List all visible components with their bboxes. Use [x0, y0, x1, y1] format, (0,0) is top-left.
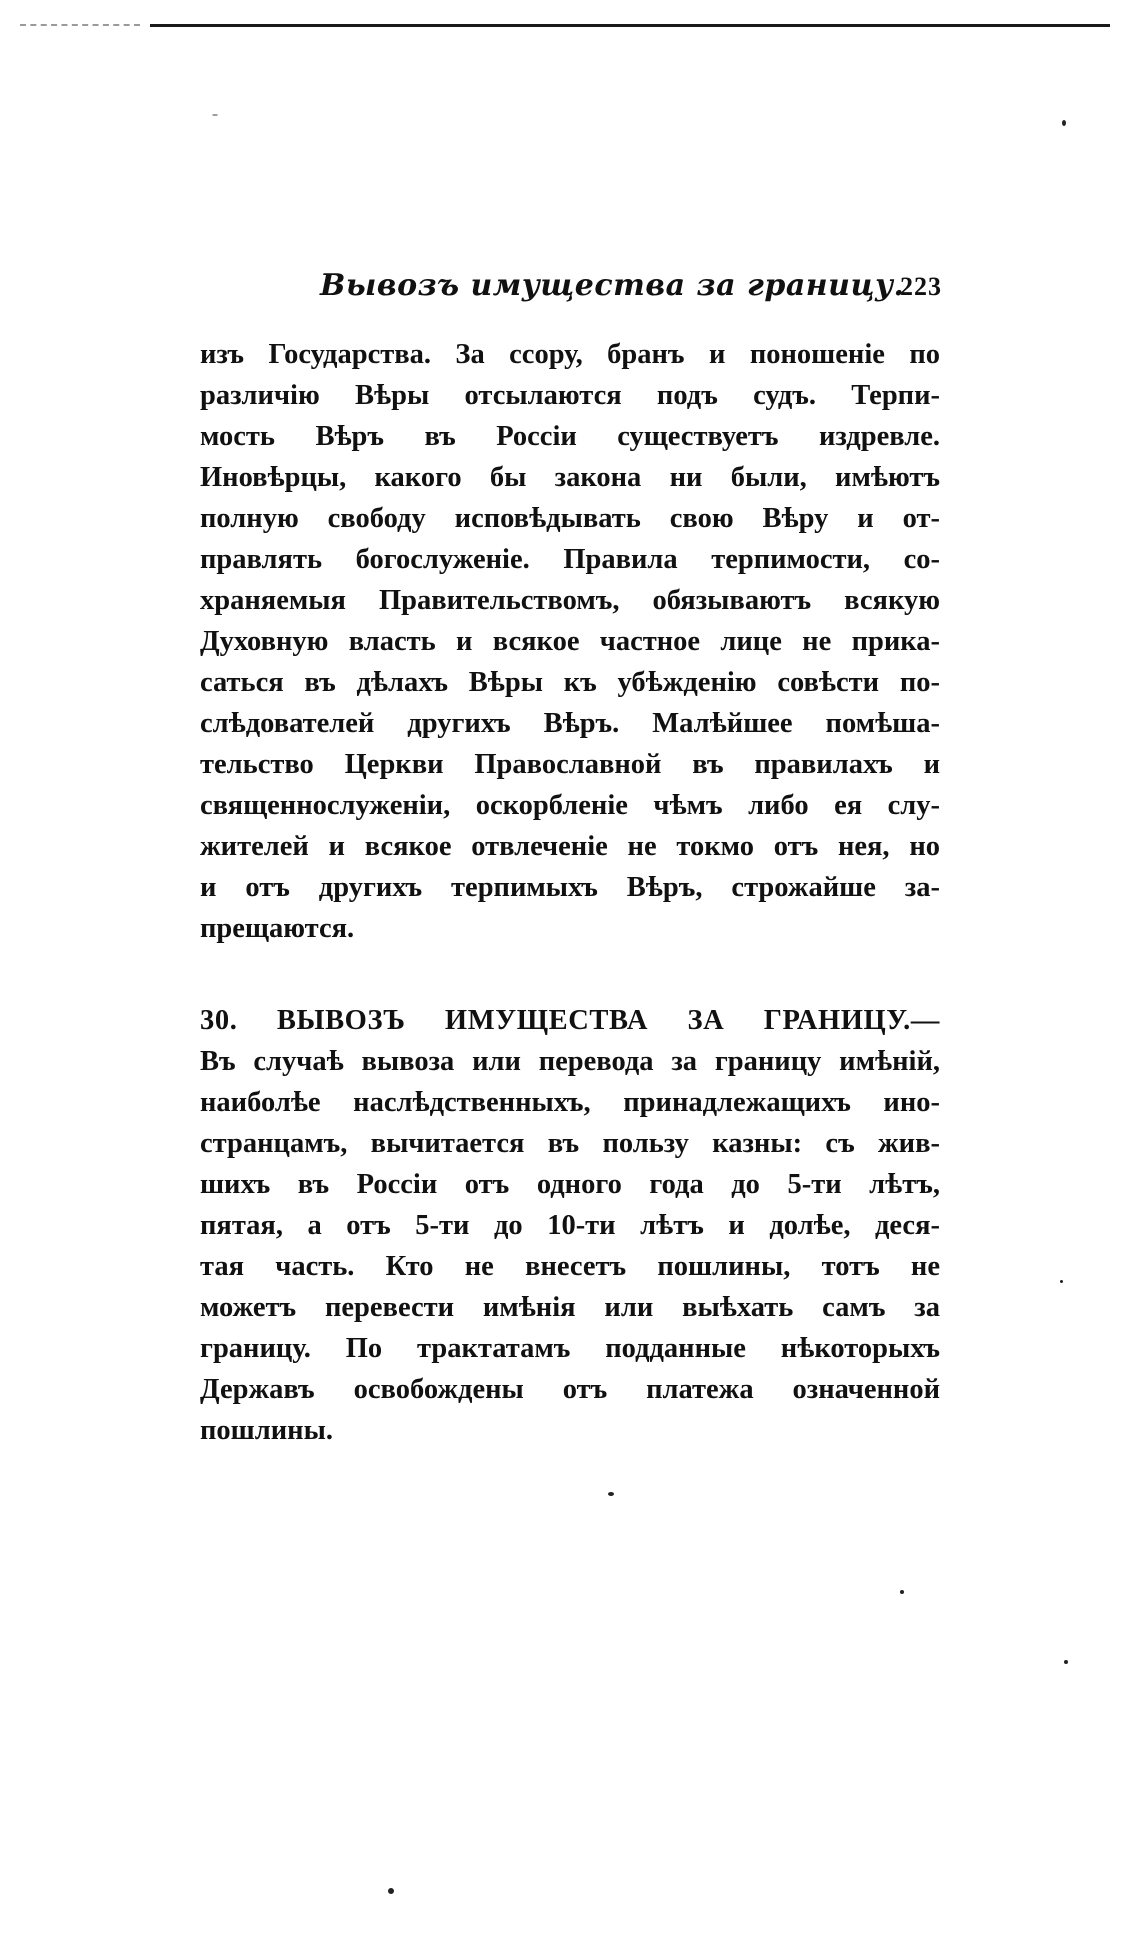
- text-line: Духовную власть и всякое частное лице не прика-: [200, 626, 940, 657]
- text-line: и отъ другихъ терпимыхъ Вѣръ, строжайше за-: [200, 872, 940, 903]
- text-line: прещаются.: [200, 913, 355, 944]
- section-heading: 30. ВЫВОЗЪ ИМУЩЕСТВА ЗА ГРАНИЦУ.—: [200, 1005, 940, 1036]
- text-line: пятая, а отъ 5-ти до 10-ти лѣтъ и долѣе, деся-: [200, 1210, 940, 1241]
- text-line: изъ Государства. За ссору, бранъ и поношеніе по: [200, 339, 940, 370]
- scan-edge-rule: [150, 24, 1110, 27]
- text-line: полную свободу исповѣдывать свою Вѣру и от-: [200, 503, 940, 534]
- text-line: мость Вѣръ въ Россіи существуетъ издревле.: [200, 421, 940, 452]
- text-line: Державъ освобождены отъ платежа означенной: [200, 1374, 940, 1405]
- paragraph-terpimost: [200, 334, 940, 949]
- text-line: Иновѣрцы, какого бы закона ни были, имѣютъ: [200, 462, 940, 493]
- running-title: Вывозъ имущества за границу.: [320, 268, 905, 303]
- text-line: священнослуженіи, оскорбленіе чѣмъ либо ея слу-: [200, 790, 940, 821]
- scan-speck: [608, 1492, 614, 1496]
- page-number: 223: [900, 272, 942, 301]
- text-line: храняемыя Правительствомъ, обязываютъ всякую: [200, 585, 940, 616]
- running-head: [200, 268, 942, 312]
- text-line: пошлины.: [200, 1415, 333, 1446]
- text-line: различію Вѣры отсылаются подъ судъ. Терпи-: [200, 380, 940, 411]
- text-line: границу. По трактатамъ подданные нѣкоторыхъ: [200, 1333, 940, 1364]
- text-line: правлять богослуженіе. Правила терпимости, со-: [200, 544, 940, 575]
- scan-edge-faint: [20, 24, 140, 27]
- scan-speck: [900, 1590, 904, 1594]
- text-line: Въ случаѣ вывоза или перевода за границу имѣній,: [200, 1046, 940, 1077]
- scan-speck: [1060, 1280, 1063, 1283]
- text-line: слѣдователей другихъ Вѣръ. Малѣйшее помѣша-: [200, 708, 940, 739]
- text-line: саться въ дѣлахъ Вѣры къ убѣжденію совѣсти по-: [200, 667, 940, 698]
- text-line: тельство Церкви Православной въ правилахъ и: [200, 749, 940, 780]
- scan-speck: [1064, 1660, 1068, 1664]
- text-line: жителей и всякое отвлеченіе не токмо отъ нея, но: [200, 831, 940, 862]
- text-line: шихъ въ Россіи отъ одного года до 5-ти лѣтъ,: [200, 1169, 940, 1200]
- scan-speck: [388, 1888, 394, 1894]
- section-30: [200, 1000, 940, 1451]
- text-line: странцамъ, вычитается въ пользу казны: съ жив-: [200, 1128, 940, 1159]
- text-line: наиболѣе наслѣдственныхъ, принадлежащихъ ино-: [200, 1087, 940, 1118]
- text-line: тая часть. Кто не внесетъ пошлины, тотъ не: [200, 1251, 940, 1282]
- text-line: можетъ перевести имѣнія или выѣхать самъ за: [200, 1292, 940, 1323]
- scan-speck: [1062, 120, 1066, 126]
- scan-speck: [212, 114, 218, 116]
